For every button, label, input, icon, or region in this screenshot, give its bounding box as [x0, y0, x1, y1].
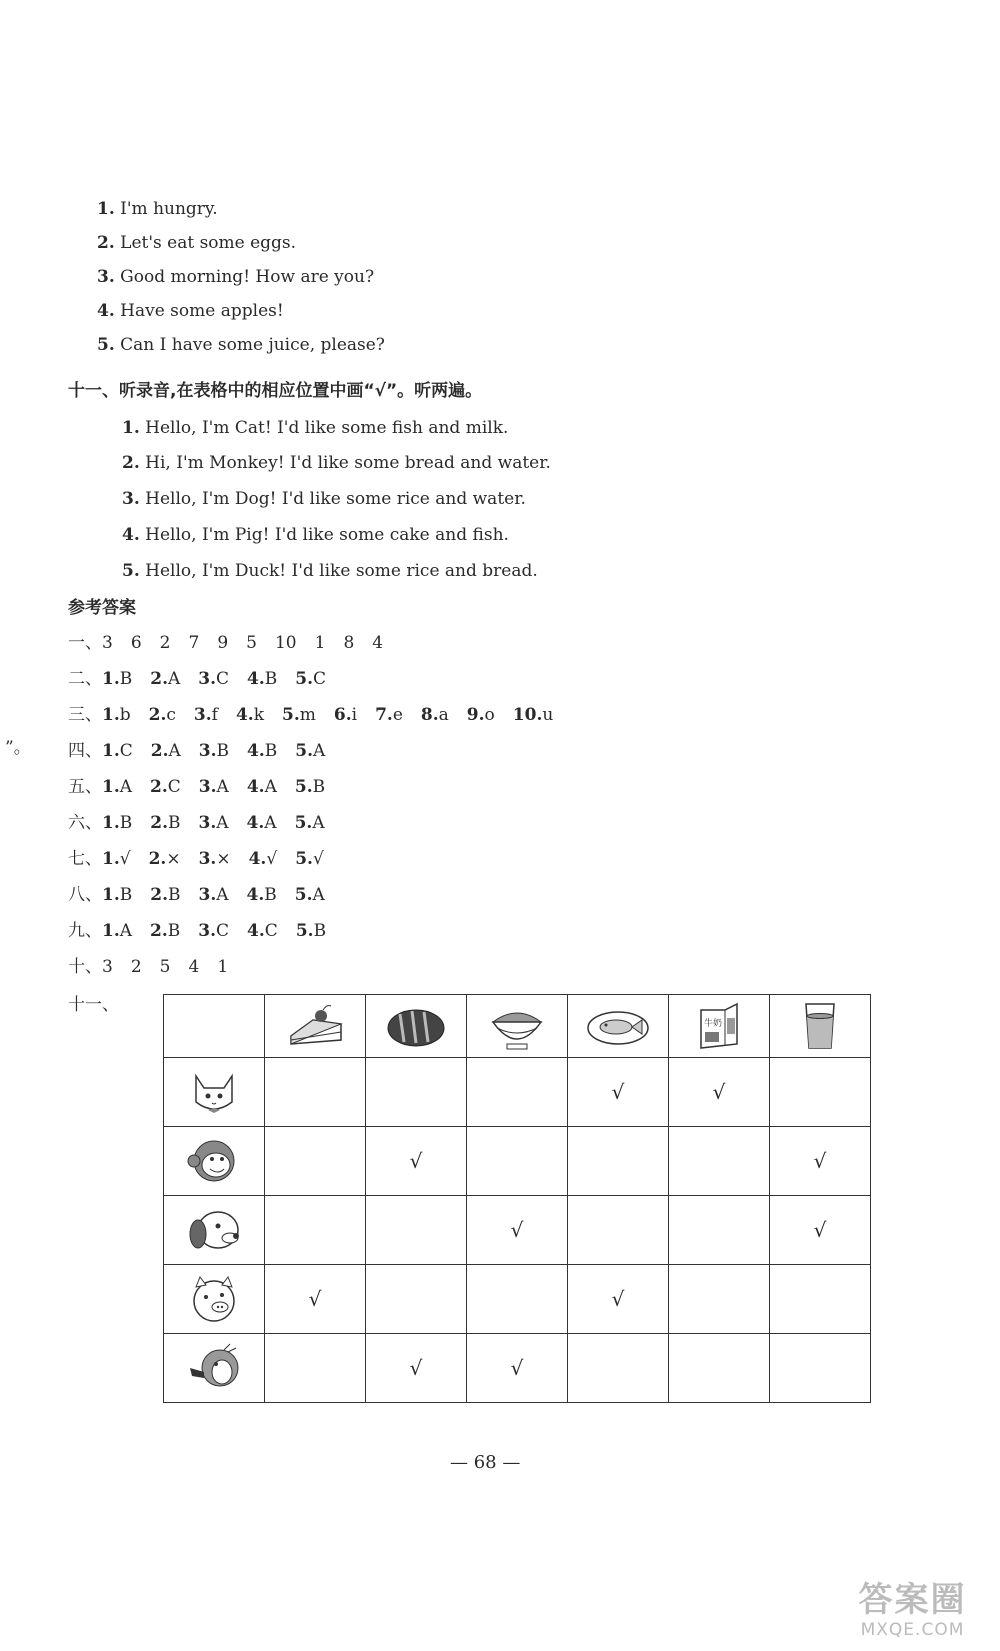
answer-item-value: A: [312, 885, 325, 905]
mark-cell: [265, 1058, 366, 1127]
header-milk: [669, 995, 770, 1058]
answer-item-value: C: [264, 921, 278, 941]
answer-item-number: 1.: [102, 921, 120, 941]
stray-mark: ”。: [5, 738, 31, 758]
answer-item-number: 5.: [295, 741, 314, 761]
answer-item-value: C: [167, 777, 181, 797]
answer-item: [198, 669, 229, 689]
answer-item-number: 2.: [150, 741, 169, 761]
answer-item-value: c: [166, 705, 176, 725]
answer-section-label: 八、: [68, 885, 102, 905]
mark-cell: √: [467, 1196, 568, 1265]
answer-item-value: B: [312, 777, 326, 797]
answer-item: [198, 921, 229, 941]
answer-item-value: B: [119, 813, 133, 833]
cat-icon: [182, 1066, 246, 1118]
answer-item-value: B: [168, 813, 181, 833]
answer-row-5: [68, 776, 343, 798]
answer-item-number: 1.: [102, 741, 120, 761]
answer-item-number: 5.: [294, 885, 313, 905]
answer-item-number: 2.: [150, 669, 168, 689]
milk-icon: [687, 1000, 751, 1052]
answer-section-label: 三、: [68, 705, 102, 725]
mark-cell: [366, 1196, 467, 1265]
answer-item-value: C: [119, 741, 133, 761]
answer-item-value: f: [211, 705, 218, 725]
table-row-cat: [164, 1058, 871, 1127]
mark-cell: [568, 1196, 669, 1265]
answer-item-value: a: [438, 705, 449, 725]
answer-item-value: C: [216, 669, 230, 689]
answer-item: [102, 741, 133, 761]
answer-section-label: 四、: [68, 741, 102, 761]
mark-cell: [265, 1196, 366, 1265]
answer-item-number: 2.: [150, 777, 168, 797]
answer-item-number: 6.: [333, 705, 352, 725]
watermark-logo: [830, 1580, 995, 1648]
answer-item-value: A: [216, 885, 229, 905]
answer-item: [295, 849, 324, 869]
answer-item-value: o: [484, 705, 495, 725]
answer-item: [247, 921, 278, 941]
answer-item-number: 1.: [102, 705, 120, 725]
answer-item-value: A: [216, 777, 229, 797]
mark-cell: [770, 1334, 871, 1403]
answer-item-number: 5.: [294, 777, 313, 797]
answer-row-8: [68, 884, 343, 906]
section-11-heading: 十一、听录音,在表格中的相应位置中画“√”。听两遍。: [68, 381, 483, 401]
answer-item: [236, 705, 264, 725]
answer-item-number: 2.: [150, 885, 168, 905]
answer-item: [295, 813, 325, 833]
answer-row-1: 一、3 6 2 7 9 5 10 1 8 4: [68, 633, 384, 653]
answer-item: [199, 777, 229, 797]
answer-item: [150, 669, 180, 689]
mark-cell: [467, 1058, 568, 1127]
answer-item-number: 3.: [198, 849, 217, 869]
mark-cell: [770, 1265, 871, 1334]
table-header-row: [164, 995, 871, 1058]
mark-cell: [669, 1265, 770, 1334]
answer-item: [102, 669, 132, 689]
water-icon: [788, 1000, 852, 1052]
mark-cell: [669, 1334, 770, 1403]
answer-item-number: 1.: [102, 813, 120, 833]
answer-item-number: 9.: [466, 705, 485, 725]
answer-row-2: [68, 668, 344, 690]
answer-item-value: A: [119, 921, 133, 941]
answer-item: [513, 705, 554, 725]
answer-item-value: k: [253, 705, 265, 725]
answer-item: [149, 705, 176, 725]
answer-item: [150, 885, 180, 905]
section-11-line-3: 3. Hello, I'm Dog! I'd like some rice and water.: [122, 489, 526, 509]
answer-item: [102, 813, 132, 833]
answer-row-11-label: 十一、: [68, 995, 119, 1015]
table-row-duck: [164, 1334, 871, 1403]
answer-item: [249, 849, 278, 869]
mark-cell: [669, 1127, 770, 1196]
answer-item-number: 4.: [247, 741, 265, 761]
answer-item-value: m: [299, 705, 316, 725]
answer-item-number: 5.: [282, 705, 300, 725]
answer-item-value: B: [168, 885, 181, 905]
answer-item-value: ×: [216, 849, 231, 869]
answer-item-number: 8.: [420, 705, 439, 725]
answer-item-value: C: [216, 921, 230, 941]
answer-item: [150, 777, 181, 797]
answer-item-number: 3.: [198, 669, 217, 689]
answer-item-value: A: [168, 669, 181, 689]
mark-cell: [770, 1058, 871, 1127]
answer-item-value: b: [119, 705, 131, 725]
answer-item-value: A: [264, 777, 277, 797]
answer-item-number: 2.: [150, 813, 168, 833]
answer-item-value: B: [216, 741, 230, 761]
watermark-line-2: MXQE.COM: [860, 1620, 965, 1640]
answer-item-value: √: [312, 849, 324, 869]
animal-cell: [164, 1196, 265, 1265]
header-rice: [467, 995, 568, 1058]
answer-item: [247, 885, 277, 905]
answer-item-value: C: [313, 669, 327, 689]
answer-item-number: 10.: [512, 705, 543, 725]
header-fish: [568, 995, 669, 1058]
answer-item: [295, 669, 326, 689]
answer-item-number: 7.: [375, 705, 393, 725]
answer-section-label: 七、: [68, 849, 102, 869]
answer-item-value: ×: [166, 849, 181, 869]
answer-item-value: B: [264, 741, 278, 761]
page-number: — 68 —: [450, 1452, 521, 1473]
mark-cell: [366, 1265, 467, 1334]
answer-item: [102, 921, 132, 941]
answer-item: [334, 705, 357, 725]
answer-item-number: 3.: [193, 705, 212, 725]
answer-item: [199, 849, 231, 869]
answer-item-number: 4.: [246, 885, 265, 905]
answer-item: [282, 705, 316, 725]
answer-item-number: 1.: [102, 669, 120, 689]
answer-item: [295, 885, 325, 905]
mark-cell: √: [467, 1334, 568, 1403]
answer-item: [296, 921, 326, 941]
mark-cell: [265, 1127, 366, 1196]
answer-item: [247, 777, 277, 797]
answer-item-value: A: [313, 741, 326, 761]
answer-item-number: 3.: [198, 741, 217, 761]
mark-cell: √: [568, 1265, 669, 1334]
answer-item-number: 5.: [294, 813, 313, 833]
answer-item-number: 3.: [198, 885, 217, 905]
answer-item: [375, 705, 403, 725]
answer-item-number: 4.: [248, 849, 267, 869]
answer-item: [102, 705, 131, 725]
answer-item-number: 4.: [246, 777, 265, 797]
table-corner-cell: [164, 995, 265, 1058]
answers-title: 参考答案: [68, 598, 136, 618]
answer-section-label: 六、: [68, 813, 102, 833]
answer-row-4: [68, 740, 343, 762]
answer-row-6: [68, 812, 343, 834]
mark-cell: [568, 1334, 669, 1403]
header-cake: [265, 995, 366, 1058]
answer-item: [295, 777, 325, 797]
answer-item-value: B: [119, 669, 133, 689]
table-row-monkey: [164, 1127, 871, 1196]
watermark-line-1: 答案圈: [858, 1580, 967, 1620]
answer-item-value: A: [264, 813, 277, 833]
listening-line-5: 5. Can I have some juice, please?: [97, 335, 385, 355]
answer-item: [247, 741, 277, 761]
answer-table: [163, 994, 871, 1403]
mark-cell: [568, 1127, 669, 1196]
rice-icon: [485, 1000, 549, 1052]
section-11-line-5: 5. Hello, I'm Duck! I'd like some rice and bread.: [122, 561, 538, 581]
answer-item: [102, 849, 131, 869]
animal-cell: [164, 1127, 265, 1196]
table-row-pig: [164, 1265, 871, 1334]
listening-line-1: 1. I'm hungry.: [97, 199, 218, 219]
answer-item-number: 1.: [102, 849, 120, 869]
monkey-icon: [182, 1135, 246, 1187]
answer-item: [247, 669, 277, 689]
answer-item: [150, 813, 180, 833]
answer-item-number: 5.: [295, 669, 314, 689]
answer-item-number: 4.: [247, 669, 265, 689]
answer-item-number: 1.: [102, 777, 120, 797]
answer-item-value: B: [264, 669, 278, 689]
answer-item-number: 4.: [247, 921, 265, 941]
answer-row-10: 十、3 2 5 4 1: [68, 957, 229, 977]
duck-icon: [182, 1342, 246, 1394]
answer-item: [199, 885, 229, 905]
answer-item-number: 4.: [235, 705, 254, 725]
mark-cell: [467, 1265, 568, 1334]
answer-item: [199, 741, 229, 761]
answer-item: [247, 813, 277, 833]
answer-row-3: [68, 704, 571, 726]
answer-item: [421, 705, 449, 725]
answer-item-value: B: [313, 921, 327, 941]
mark-cell: √: [770, 1127, 871, 1196]
answer-item-number: 4.: [246, 813, 265, 833]
pig-icon: [182, 1273, 246, 1325]
mark-cell: √: [770, 1196, 871, 1265]
answer-item: [149, 849, 181, 869]
animal-cell: [164, 1265, 265, 1334]
section-11-line-4: 4. Hello, I'm Pig! I'd like some cake and fish.: [122, 525, 509, 545]
answer-item-number: 1.: [102, 885, 120, 905]
mark-cell: √: [669, 1058, 770, 1127]
cake-icon: [283, 1000, 347, 1052]
mark-cell: √: [265, 1265, 366, 1334]
answer-item: [194, 705, 218, 725]
answer-item: [150, 921, 180, 941]
answer-item-number: 3.: [198, 777, 217, 797]
answer-item: [467, 705, 495, 725]
answer-item-value: √: [266, 849, 278, 869]
animal-cell: [164, 1334, 265, 1403]
mark-cell: √: [366, 1127, 467, 1196]
answer-section-label: 二、: [68, 669, 102, 689]
answer-section-label: 五、: [68, 777, 102, 797]
animal-cell: [164, 1058, 265, 1127]
answer-item: [102, 885, 132, 905]
answer-row-9: [68, 920, 344, 942]
mark-cell: √: [568, 1058, 669, 1127]
answer-item-value: A: [312, 813, 325, 833]
answer-item-number: 3.: [198, 813, 217, 833]
svg-text:牛奶: 牛奶: [703, 1019, 723, 1029]
listening-line-3: 3. Good morning! How are you?: [97, 267, 375, 287]
answer-item: [199, 813, 229, 833]
section-11-line-2: 2. Hi, I'm Monkey! I'd like some bread and water.: [122, 453, 551, 473]
answer-item: [295, 741, 325, 761]
answer-item-value: A: [168, 741, 181, 761]
mark-cell: √: [366, 1334, 467, 1403]
answer-item-value: B: [264, 885, 277, 905]
dog-icon: [182, 1204, 246, 1256]
answer-item-value: A: [216, 813, 229, 833]
answer-item-number: 2.: [148, 849, 167, 869]
answer-item-value: B: [119, 885, 133, 905]
mark-cell: [669, 1196, 770, 1265]
header-bread: [366, 995, 467, 1058]
answer-item: [102, 777, 132, 797]
answer-section-label: 九、: [68, 921, 102, 941]
answer-item: [151, 741, 181, 761]
answer-item-number: 2.: [148, 705, 167, 725]
listening-line-2: 2. Let's eat some eggs.: [97, 233, 297, 253]
answer-item-value: i: [351, 705, 358, 725]
answer-item-number: 5.: [295, 849, 313, 869]
mark-cell: [366, 1058, 467, 1127]
answer-item-value: √: [119, 849, 131, 869]
section-11-line-1: 1. Hello, I'm Cat! I'd like some fish and milk.: [122, 418, 509, 438]
answer-item-number: 5.: [295, 921, 314, 941]
answer-item-value: A: [119, 777, 133, 797]
answer-item-value: B: [167, 921, 181, 941]
bread-icon: [384, 1000, 448, 1052]
answer-item-number: 2.: [150, 921, 168, 941]
table-row-dog: [164, 1196, 871, 1265]
answer-item-value: e: [392, 705, 403, 725]
answer-row-7: [68, 848, 342, 870]
fish-icon: [586, 1000, 650, 1052]
header-water: [770, 995, 871, 1058]
mark-cell: [265, 1334, 366, 1403]
listening-line-4: 4. Have some apples!: [97, 301, 284, 321]
answer-item-number: 3.: [198, 921, 217, 941]
mark-cell: [467, 1127, 568, 1196]
answer-item-value: u: [542, 705, 554, 725]
